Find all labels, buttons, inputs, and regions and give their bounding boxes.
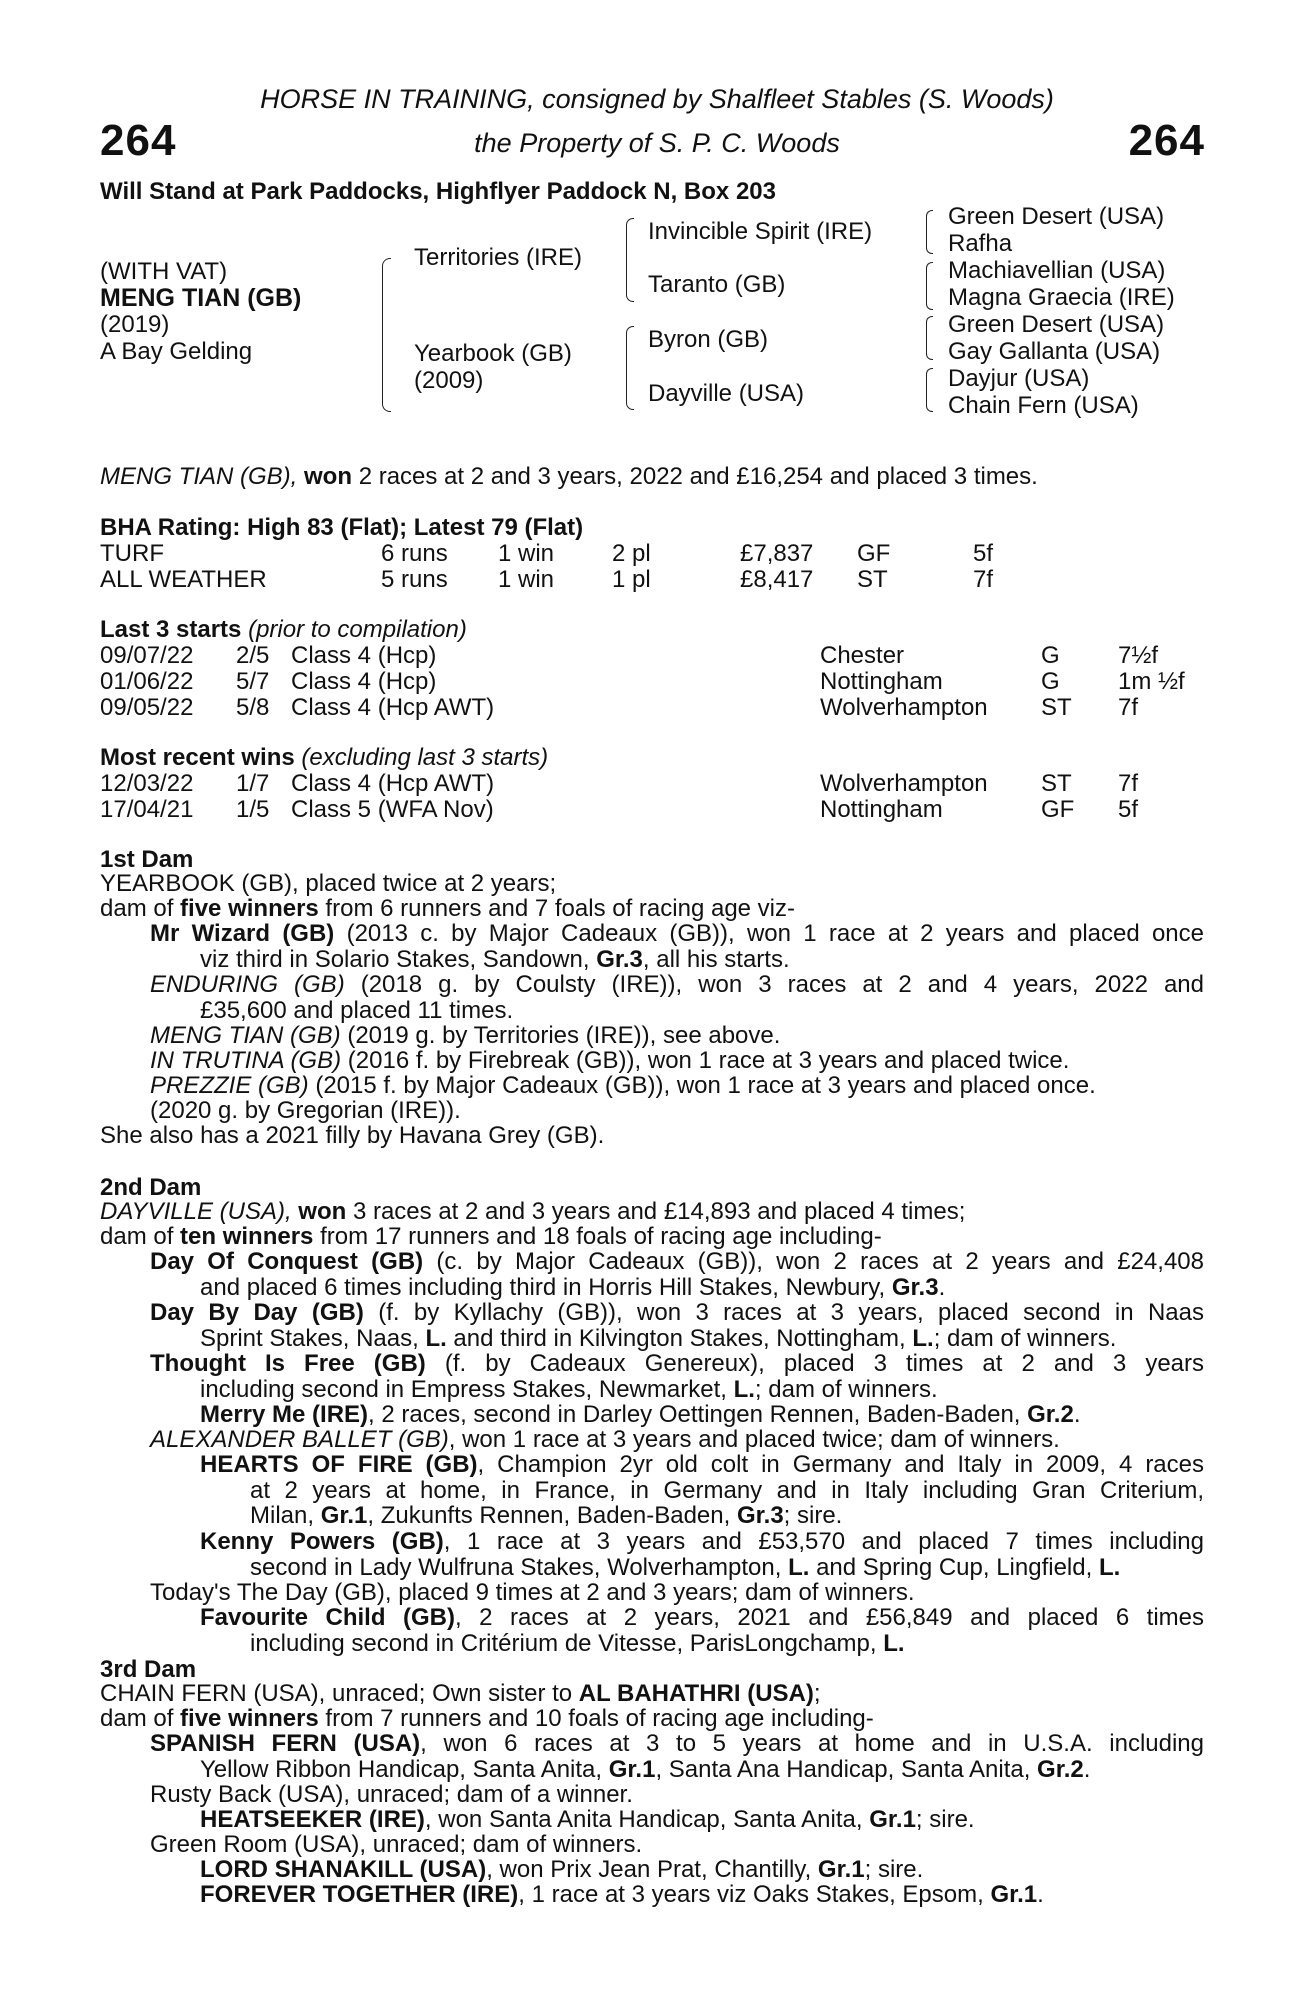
win-going: ST <box>1041 770 1072 797</box>
second-dam-heading: 2nd Dam <box>100 1174 202 1201</box>
horse-name: MENG TIAN (GB) <box>100 284 302 312</box>
pedigree-brace-ggs3 <box>926 316 933 360</box>
produce-entry: IN TRUTINA (GB) (2016 f. by Firebreak (GB)), won 1 race at 3 years and placed twice. <box>150 1047 1070 1074</box>
ggs-8: Chain Fern (USA) <box>948 392 1139 419</box>
win-class: Class 5 (WFA Nov) <box>291 796 494 823</box>
rating-surface: TURF <box>100 540 164 567</box>
pedigree-brace-dam <box>626 326 634 410</box>
race-summary <box>100 464 1038 490</box>
produce-entry: MENG TIAN (GB) (2019 g. by Territories (IRE)), see above. <box>150 1022 781 1049</box>
produce-entry: (2020 g. by Gregorian (IRE)). <box>150 1097 461 1124</box>
last-3-note: (prior to compilation) <box>248 616 467 643</box>
start-going: G <box>1041 668 1060 695</box>
rating-wins: 1 win <box>498 566 555 593</box>
pedigree-brace-ggs1 <box>926 210 933 254</box>
ggs-7: Dayjur (USA) <box>948 365 1090 392</box>
win-going: GF <box>1041 796 1075 823</box>
win-position: 1/7 <box>236 770 270 797</box>
produce-entry: Today's The Day (GB), placed 9 times at 2 and 3 years; dam of winners. <box>150 1579 915 1606</box>
win-distance: 5f <box>1118 796 1139 823</box>
produce-entry: HEATSEEKER (IRE), won Santa Anita Handicap, Santa Anita, Gr.1; sire. <box>200 1806 975 1833</box>
horse-year: (2019) <box>100 311 170 338</box>
win-date: 12/03/22 <box>100 770 194 797</box>
produce-entry: ALEXANDER BALLET (GB), won 1 race at 3 years and placed twice; dam of winners. <box>150 1426 1060 1453</box>
pedigree-brace-sire <box>626 218 634 302</box>
dam-name: Yearbook (GB) <box>414 340 572 367</box>
win-course: Nottingham <box>820 796 943 823</box>
ggs-4: Magna Graecia (IRE) <box>948 284 1175 311</box>
lot-number-right: 264 <box>1128 116 1205 165</box>
start-distance: 1m ½f <box>1118 668 1185 695</box>
sire-name: Territories (IRE) <box>414 244 583 271</box>
produce-entry: Rusty Back (USA), unraced; dam of a winner. <box>150 1781 633 1808</box>
win-course: Wolverhampton <box>820 770 988 797</box>
start-date: 09/07/22 <box>100 642 194 669</box>
vat-note: (WITH VAT) <box>100 258 228 285</box>
pedigree-brace-main <box>382 258 391 412</box>
last-3-title: Last 3 starts <box>100 616 242 643</box>
third-dam-produce-summary: dam of five winners from 7 runners and 10 foals of racing age including- <box>100 1705 874 1732</box>
rating-placed: 1 pl <box>612 566 651 593</box>
rating-wins: 1 win <box>498 540 555 567</box>
start-going: G <box>1041 642 1060 669</box>
stand-location: Will Stand at Park Paddocks, Highflyer Paddock N, Box 203 <box>100 178 776 205</box>
rating-runs: 6 runs <box>381 540 448 567</box>
third-dam-heading: 3rd Dam <box>100 1656 197 1683</box>
recent-title: Most recent wins <box>100 744 295 771</box>
first-dam-line: YEARBOOK (GB), placed twice at 2 years; <box>100 870 557 897</box>
produce-entry: LORD SHANAKILL (USA), won Prix Jean Prat, Chantilly, Gr.1; sire. <box>200 1856 924 1883</box>
win-class: Class 4 (Hcp AWT) <box>291 770 495 797</box>
summary-won: won <box>304 463 353 490</box>
start-course: Wolverhampton <box>820 694 988 721</box>
ggs-3: Machiavellian (USA) <box>948 257 1166 284</box>
start-position: 2/5 <box>236 642 270 669</box>
rating-surface: ALL WEATHER <box>100 566 267 593</box>
start-class: Class 4 (Hcp AWT) <box>291 694 495 721</box>
rating-money: £8,417 <box>740 566 814 593</box>
ggs-2: Rafha <box>948 230 1013 257</box>
ggs-5: Green Desert (USA) <box>948 311 1165 338</box>
rating-placed: 2 pl <box>612 540 651 567</box>
win-position: 1/5 <box>236 796 270 823</box>
bha-rating: BHA Rating: High 83 (Flat); Latest 79 (Flat) <box>100 514 584 541</box>
win-distance: 7f <box>1118 770 1139 797</box>
start-distance: 7f <box>1118 694 1139 721</box>
summary-horse: MENG TIAN (GB), <box>100 463 298 490</box>
start-position: 5/8 <box>236 694 270 721</box>
first-dam-produce-summary: dam of five winners from 6 runners and 7 foals of racing age viz- <box>100 895 796 922</box>
start-course: Chester <box>820 642 905 669</box>
produce-entry: Thought Is Free (GB) (f. by Cadeaux Genereux), placed 3 times at 2 and 3 years including second in Empress Stakes, Newmarket, L.; dam of winners. <box>150 1350 1205 1403</box>
start-position: 5/7 <box>236 668 270 695</box>
produce-entry: FOREVER TOGETHER (IRE), 1 race at 3 years viz Oaks Stakes, Epsom, Gr.1. <box>200 1881 1044 1908</box>
rating-runs: 5 runs <box>381 566 448 593</box>
start-class: Class 4 (Hcp) <box>291 668 437 695</box>
last-3-starts-heading <box>100 617 467 643</box>
produce-entry: SPANISH FERN (USA), won 6 races at 3 to 5 years at home and in U.S.A. including Yellow Ribbon Handicap, Santa Anita, Gr.1, Santa Ana Handicap, Santa Anita, Gr.2. <box>150 1730 1204 1783</box>
rating-going: ST <box>857 566 888 593</box>
ggs-1: Green Desert (USA) <box>948 203 1165 230</box>
produce-entry: Day Of Conquest (GB) (c. by Major Cadeaux (GB)), won 2 races at 2 years and £24,408 and placed 6 times including third in Horris Hill Stakes, Newbury, Gr.3. <box>150 1248 1204 1301</box>
produce-entry: Favourite Child (GB), 2 races at 2 years, 2021 and £56,849 and placed 6 times including second in Critérium de Vitesse, ParisLongchamp, L. <box>200 1604 1205 1657</box>
grandsire-3: Byron (GB) <box>648 326 769 353</box>
pedigree-brace-ggs2 <box>926 262 933 310</box>
produce-entry: ENDURING (GB) (2018 g. by Coulsty (IRE)), won 3 races at 2 and 4 years, 2022 and £35,600 and placed 11 times. <box>150 971 1204 1024</box>
start-going: ST <box>1041 694 1072 721</box>
rating-distance: 5f <box>973 540 994 567</box>
horse-description: A Bay Gelding <box>100 338 253 365</box>
consignment-line: HORSE IN TRAINING, consigned by Shalfleet Stables (S. Woods) <box>260 84 1054 114</box>
start-distance: 7½f <box>1118 642 1159 669</box>
property-line: the Property of S. P. C. Woods <box>474 128 840 158</box>
summary-text: 2 races at 2 and 3 years, 2022 and £16,254 and placed 3 times. <box>358 463 1038 490</box>
grandsire-2: Taranto (GB) <box>648 271 786 298</box>
start-class: Class 4 (Hcp) <box>291 642 437 669</box>
produce-entry: Day By Day (GB) (f. by Kyllachy (GB)), won 3 races at 3 years, placed second in Naas Sprint Stakes, Naas, L. and third in Kilvington Stakes, Nottingham, L.; dam of winners. <box>150 1299 1204 1352</box>
grandsire-1: Invincible Spirit (IRE) <box>648 218 873 245</box>
dam-year: (2009) <box>414 367 484 394</box>
recent-note: (excluding last 3 starts) <box>301 744 549 771</box>
rating-distance: 7f <box>973 566 994 593</box>
pedigree-brace-ggs4 <box>926 368 933 412</box>
grandsire-4: Dayville (USA) <box>648 380 805 407</box>
rating-going: GF <box>857 540 891 567</box>
produce-entry: PREZZIE (GB) (2015 f. by Major Cadeaux (GB)), won 1 race at 3 years and placed once. <box>150 1072 1096 1099</box>
first-dam-heading: 1st Dam <box>100 846 194 873</box>
ggs-6: Gay Gallanta (USA) <box>948 338 1161 365</box>
produce-entry: HEARTS OF FIRE (GB), Champion 2yr old colt in Germany and Italy in 2009, 4 races at 2 years at home, in France, in Germany and in Italy including Gran Criterium, Milan, Gr.1, Zukunfts Rennen, Baden-Baden, Gr.3; sire. <box>200 1451 1205 1530</box>
produce-entry: Mr Wizard (GB) (2013 c. by Major Cadeaux (GB)), won 1 race at 2 years and placed once viz third in Solario Stakes, Sandown, Gr.3, all his starts. <box>150 920 1205 973</box>
win-date: 17/04/21 <box>100 796 194 823</box>
second-dam-produce-summary: dam of ten winners from 17 runners and 18 foals of racing age including- <box>100 1223 882 1250</box>
third-dam-line: CHAIN FERN (USA), unraced; Own sister to AL BAHATHRI (USA); <box>100 1680 821 1707</box>
rating-money: £7,837 <box>740 540 814 567</box>
start-date: 01/06/22 <box>100 668 194 695</box>
lot-number-left: 264 <box>100 116 177 165</box>
produce-entry: Green Room (USA), unraced; dam of winners. <box>150 1831 643 1858</box>
produce-note: She also has a 2021 filly by Havana Grey (GB). <box>100 1122 605 1149</box>
start-course: Nottingham <box>820 668 943 695</box>
produce-entry: Merry Me (IRE), 2 races, second in Darley Oettingen Rennen, Baden-Baden, Gr.2. <box>200 1401 1081 1428</box>
recent-wins-heading <box>100 745 548 771</box>
produce-entry: Kenny Powers (GB), 1 race at 3 years and £53,570 and placed 7 times including second in Lady Wulfruna Stakes, Wolverhampton, L. and Spring Cup, Lingfield, L. <box>200 1528 1204 1581</box>
second-dam-line: DAYVILLE (USA), won 3 races at 2 and 3 years and £14,893 and placed 4 times; <box>100 1198 966 1225</box>
start-date: 09/05/22 <box>100 694 194 721</box>
